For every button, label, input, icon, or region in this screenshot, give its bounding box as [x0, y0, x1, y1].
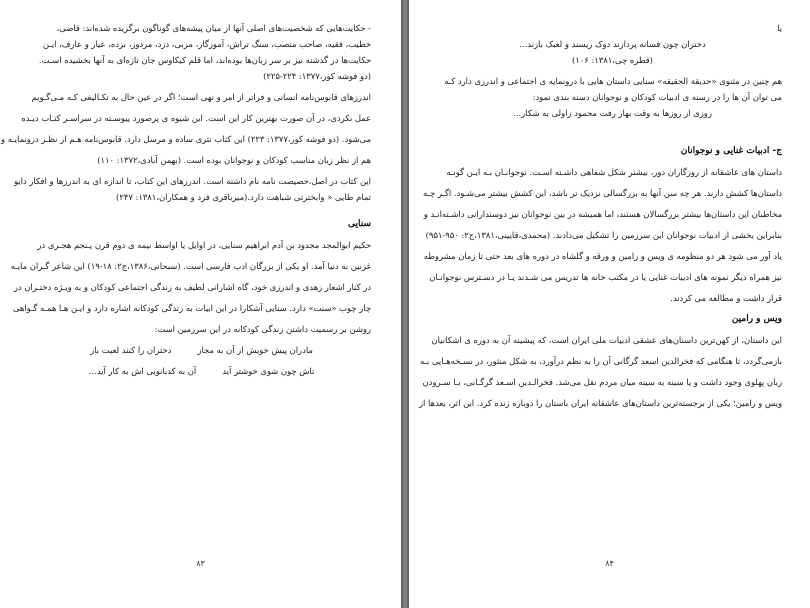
text-line: بنابراین بخشی از ادبیات نوجوانان این سرزمین را تشکیل می‌دادند. (محمدی،قایینی،۱۳۸۱،ج۲: ۹۵۰-۹۵۱) [425, 230, 782, 240]
text-line: یا [777, 23, 782, 33]
text-line: بازمی‌گردد، تا هنگامی که فخرالدین اسعد گرگانی آن را به نظم درآورد، به شکل منثور، در نسـخه‌هـایی بـه [419, 356, 782, 366]
right-page [409, 0, 810, 608]
text-line: داستان های عاشقانه از روزگاران دور، بیشتر شکل شفاهی داشـته اسـت. نوجوانـان بـه ایـن گونـه [446, 167, 782, 177]
verse-hemistich: آن به کدبانویی اش به کار آید... [88, 366, 197, 376]
citation-line: (دو فوشه کور،۱۳۷۷: ۲۲۴-۲۲۵) [263, 71, 371, 81]
text-line: یاد آور می شود هر دو منظومه ی ویس و رامین و ورقه و گلشاه در دوره های بعد حتی تا زمان مشروطه [423, 251, 782, 261]
text-line: حکیم ابوالمجد مجدود بن آدم ابراهیم سنایی، در اوایل یا اواسط نیمه ی دوم قرن پـنجم هجـری در [37, 240, 371, 250]
text-line: غزنین به دنیا آمد. او یکی از بزرگان ادب فارسی است. (سبحانی،۱۳۸۶،ج۲: ۱۸-۱۹) این شاعر گـران مایـه [10, 261, 371, 271]
page-number: ۸۴ [605, 559, 614, 568]
text-line: هم از نظر زبان مناسب کودکان و نوجوانان بوده است. (بهمن آبادی،۱۳۷۲: ۱۱۰) [97, 155, 371, 165]
text-line: نیز همراه دیگر نمونه های ادبیات غنایی یا در مکتب خانه ها تدریس می شـدند یـا در دسـترس نوجوانـان [429, 272, 782, 282]
verse-line: دختران چون فسانه پردازند دوک ریسند و لعبک بازند... [519, 39, 706, 49]
text-line: حکایت‌ها در گذشته نیز بر سر زبان‌ها بوده‌اند، اما قلم کیکاوس جان تازه‌ای به آنها بخشیده اسـت. [38, 55, 371, 65]
verse-hemistich: دختران را کنند لعبت باز [90, 345, 172, 355]
left-page [0, 0, 401, 608]
verse-line: روزی از روزها به وقت بهار رفت محمود زاولی به شکار... [513, 108, 712, 118]
text-line: زبان پهلوی وجود داشت و یا سینه به سینه میان مردم نقل می‌شد. فخرالـدین اسـعد گرگـانی، بـا سـرودن [422, 377, 782, 387]
text-line: تمام طایی « وابخترتی شباهت دارد.(میرباقری فرد و همکاران،۱۳۸۱: ۲۴۷) [116, 192, 371, 202]
text-line: اندرزهای قابوس‌نامه انسانی و فراتر از امر و نهی است؛ اگر در عین حال به تکـالیفی کـه مـی‌گـویم [31, 92, 371, 102]
text-line: می توان آن ها را در رسته ی ادبیات کودکان و نوجوانان دسته بندی نمود: [532, 92, 782, 102]
text-line: این داستان، از کهن‌ترین داستان‌های عشقی ادبیات ملی ایران است، که پیشینه آن به دوره ی اشکانیان [431, 335, 782, 345]
section-heading-lyric: ج- ادبیات غنایی و نوجوانان [680, 146, 782, 156]
verse-line [32, 342, 371, 358]
text-line: روشن بر رسمیت داشتن زندگی کودکانه در این سرزمین است: [154, 324, 371, 334]
book-gutter [401, 0, 409, 608]
text-line: مخاطبان این داستان‌ها بیشتر بزرگسالان هستند، اما همیشه در بین نوجوانان نیز دوستدارانی داشـته‌انـد و [423, 209, 782, 219]
section-heading-vis-ramin: ویس و رامین [731, 314, 782, 324]
text-line: - حکایت‌هایی که شخصیت‌های اصلی آنها از میان پیشه‌های گوناگون برگزیده شده‌اند: قاضی، [56, 23, 371, 33]
verse-hemistich: مادران پیش خویش از آن به مجاز [197, 345, 313, 355]
verse-line [32, 363, 371, 379]
text-line: چار چوب «سنت» دارد. سنایی آشکارا در این ابیات به زندگی کودکانه اشاره دارد و ایـن هـا همـه گـواهی [12, 303, 371, 313]
verse-hemistich: تاش چون شوی خوشتر آید [222, 366, 315, 376]
text-line: داستان‌ها کشش دارند. هر چه سن آنها به بزرگسالی نزدیک تر باشد، این کشش بیشتر می‌شـود. اگـر چـه [423, 188, 782, 198]
citation-line: (قطره چی،۱۳۸۱: ۱۰۶) [572, 55, 653, 65]
page-number: ۸۳ [196, 559, 205, 568]
text-line: ویس و رامین؛ یکی از برجسته‌ترین داستان‌های عاشقانه ایران باستان را دوباره زنده کرد. این اثر، بعدها از [419, 398, 782, 408]
text-line: می‌شود. (دو فوشه کور،۱۳۷۷: ۲۲۳) این کتاب نثری ساده و مرسل دارد. قابوس‌نامه هـم از نظـر درونمایـه و [1, 134, 371, 144]
section-heading-sanai: سنایی [347, 219, 371, 229]
text-line: خطیب، فقیه، صاحب منصب، سنگ تراش، آموزگار، مربی، دزد، مردوز، برده، عیار و عارف، ایـن [42, 39, 371, 49]
text-line: هم چنین در مثنوی «حدیقة الحقیقه» سنایی داستان هایی با درونمایه ی اجتماعی و اندرزی دارد کـه [444, 76, 782, 86]
text-line: در کنار اشعار زهدی و اندرزی خود، گاه اشاراتی لطیف به زندگی اجتماعی کودکان و به ویـژه دختـران در [13, 282, 371, 292]
text-line: قرار داشت و مطالعه می کردند. [670, 293, 782, 303]
text-line: این کتاب در اصل،خصیصت نامه نام داشته است. اندرزهای این کتاب، تا اندازه ای به اندرزها و افکار دایو [13, 176, 371, 186]
text-line: عمل نکردی، در آن صورت بهترین کار این است. این شیوه ی پرصورد پیوسـته در سراسـر کتـاب دیـده [21, 113, 371, 123]
